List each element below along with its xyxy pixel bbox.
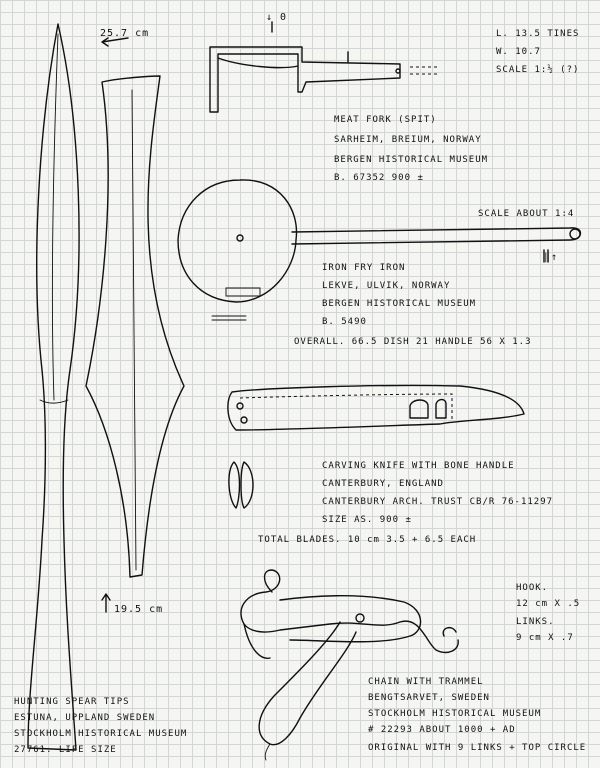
fork-caption-line: MEAT FORK (SPIT): [334, 115, 437, 125]
knife-caption-line: SIZE AS. 900 ±: [322, 515, 412, 525]
spear-length-upper: 25.7 cm: [100, 28, 150, 39]
trammel-caption-line: CHAIN WITH TRAMMEL: [368, 677, 484, 687]
spear-tip-short-drawing: [86, 76, 184, 577]
fork-caption-line: B. 67352 900 ±: [334, 173, 424, 183]
spear-tip-long-drawing: [28, 24, 79, 750]
trammel-caption-line: STOCKHOLM HISTORICAL MUSEUM: [368, 709, 542, 719]
knife-blades-note: TOTAL BLADES. 10 cm 3.5 + 6.5 EACH: [258, 535, 477, 545]
spear-caption-line: 27761. LIFE SIZE: [14, 745, 117, 755]
knife-caption-line: CARVING KNIFE WITH BONE HANDLE: [322, 461, 515, 471]
fork-caption-line: BERGEN HISTORICAL MUSEUM: [334, 155, 489, 165]
fork-view-marker: ↓ 0: [266, 12, 288, 23]
trammel-caption-line: ORIGINAL WITH 9 LINKS + TOP CIRCLE: [368, 743, 587, 753]
trammel-dimension-line: 9 cm X .7: [516, 633, 574, 643]
trammel-dimension-line: HOOK.: [516, 583, 549, 593]
fry-iron-scale-note: SCALE ABOUT 1:4: [478, 209, 575, 219]
trammel-caption-line: # 22293 ABOUT 1000 + AD: [368, 725, 516, 735]
trammel-dimension-line: LINKS.: [516, 617, 555, 627]
spear-caption-line: ESTUNA, UPPLAND SWEDEN: [14, 713, 156, 723]
trammel-dimension-line: 12 cm X .5: [516, 599, 581, 609]
fork-scale-line: L. 13.5 TINES: [496, 29, 580, 39]
fry-iron-view-marker: ‖↑: [544, 252, 559, 263]
fork-scale-line: W. 10.7: [496, 47, 541, 57]
fork-caption-line: SARHEIM, BREIUM, NORWAY: [334, 135, 482, 145]
meat-fork-drawing: [210, 22, 440, 112]
fork-scale-line: SCALE 1:½ (?): [496, 65, 580, 75]
fry-iron-caption-line: IRON FRY IRON: [322, 263, 406, 273]
fry-iron-caption-line: B. 5490: [322, 317, 367, 327]
knife-caption-line: CANTERBURY, ENGLAND: [322, 479, 444, 489]
fry-iron-caption-line: BERGEN HISTORICAL MUSEUM: [322, 299, 477, 309]
trammel-caption-line: BENGTSARVET, SWEDEN: [368, 693, 490, 703]
fry-iron-dimensions: OVERALL. 66.5 DISH 21 HANDLE 56 X 1.3: [294, 337, 532, 347]
spear-length-lower: 19.5 cm: [114, 604, 164, 615]
spear-caption-line: STOCKHOLM HISTORICAL MUSEUM: [14, 729, 188, 739]
spear-caption-line: HUNTING SPEAR TIPS: [14, 697, 130, 707]
fry-iron-caption-line: LEKVE, ULVIK, NORWAY: [322, 281, 451, 291]
knife-caption-line: CANTERBURY ARCH. TRUST CB/R 76-11297: [322, 497, 554, 507]
